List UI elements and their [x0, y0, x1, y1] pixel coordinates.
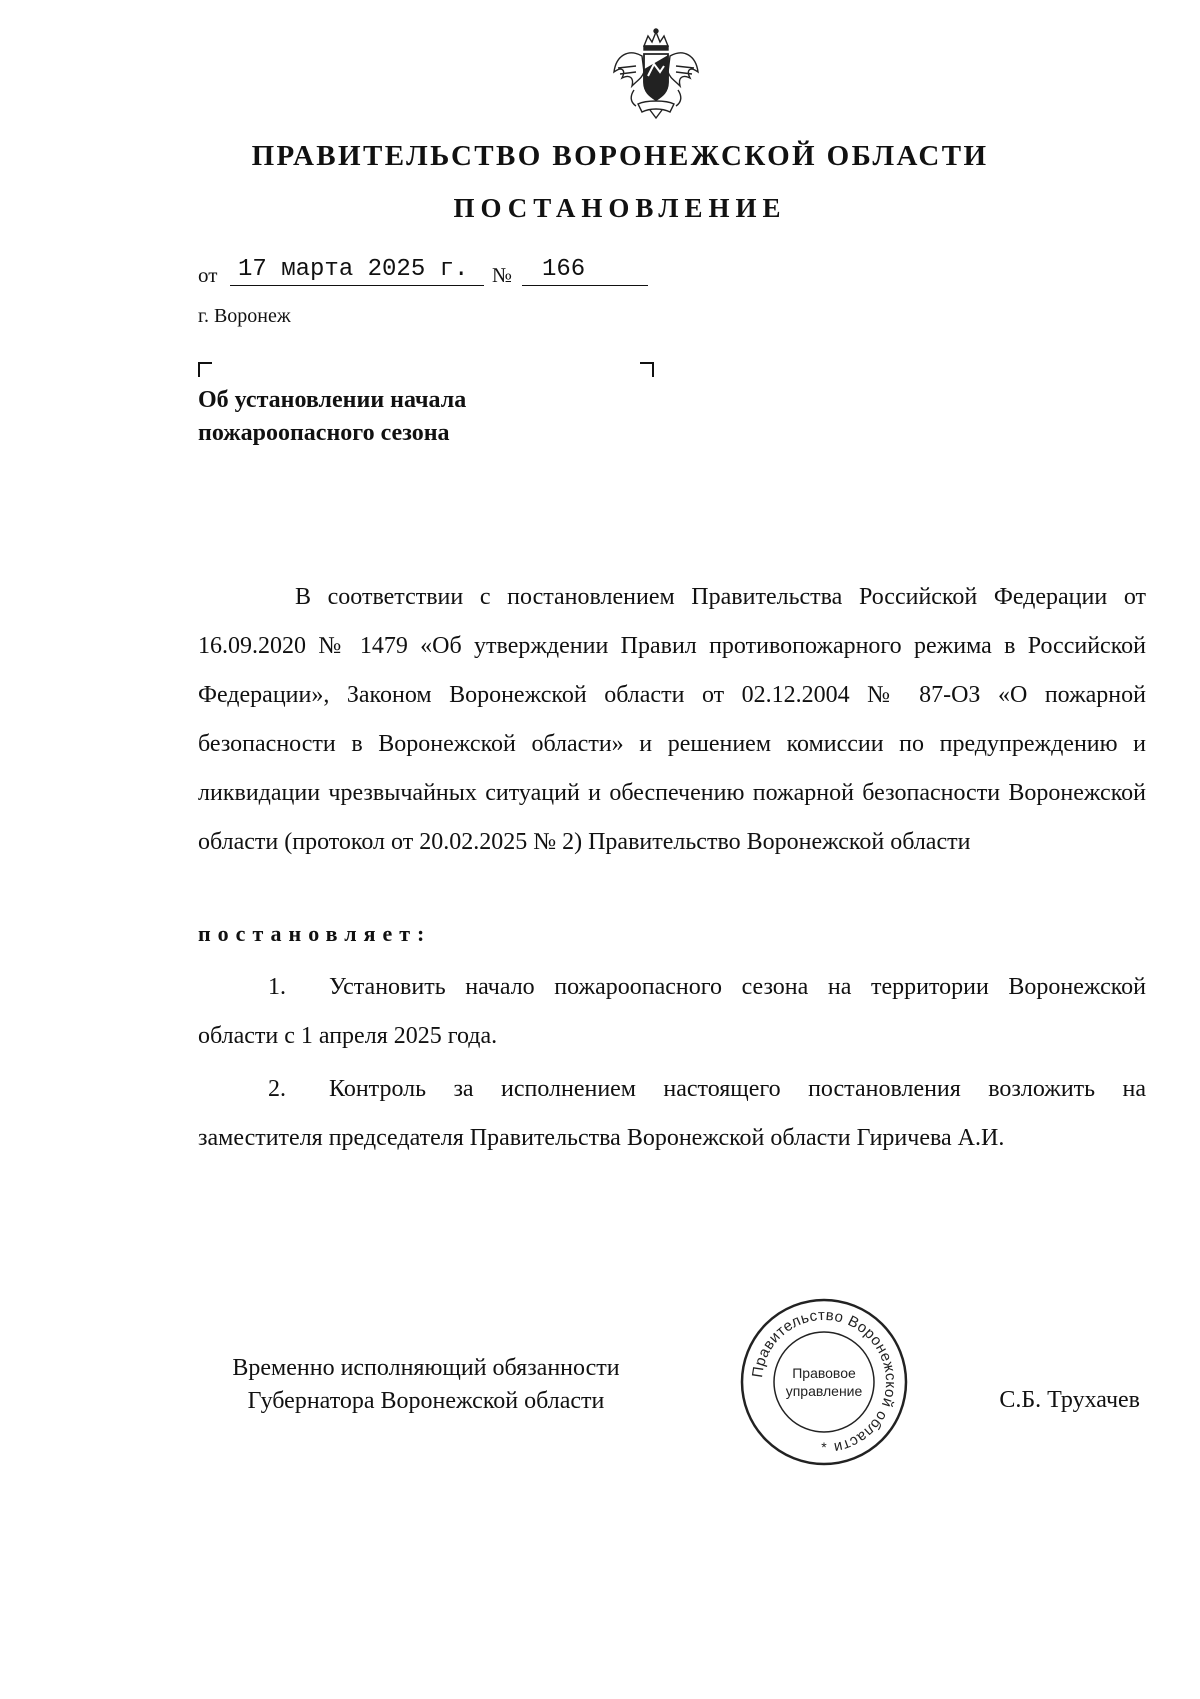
- document-number-field: 166: [522, 256, 648, 286]
- subject-corner-left: [198, 362, 212, 377]
- date-number-line: [198, 252, 658, 292]
- preamble-paragraph: [198, 573, 1146, 867]
- signatory-title-line: Губернатора Воронежской области: [247, 1388, 605, 1414]
- signatory-name: С.Б. Трухачев: [999, 1387, 1140, 1413]
- stamp-star: *: [821, 1439, 827, 1455]
- city-label: г. Воронеж: [198, 305, 291, 327]
- decree-item: [198, 963, 1146, 1061]
- svg-text:Правительство Воронежской обла: [749, 1307, 899, 1456]
- document-date-field: 17 марта 2025 г.: [230, 256, 484, 286]
- stamp-center-line: Правовое: [792, 1365, 856, 1381]
- preamble-text: В соответствии с постановлением Правительства Российской Федерации от 16.09.2020 № 1479 «Об утверждении Правил противопожарного режима в Российской Федерации», Законом Воронежской области от 02.12.2004 № 87-ОЗ «О пожарной безопасности в Воронежской области» и решением комиссии по предупреждению и ликвидации чрезвычайных ситуаций и обеспечению пожарной безопасности Воронежской области (протокол от 20.02.2025 № 2) Правительство Воронежской области: [198, 584, 1146, 855]
- number-prefix-label: №: [492, 263, 513, 287]
- decree-item: [198, 1065, 1146, 1163]
- item-text: Контроль за исполнением настоящего постановления возложить на заместителя председателя Правительства Воронежской области Гиричева А.И.: [198, 1076, 1146, 1151]
- item-number: 2.: [268, 1076, 286, 1102]
- signatory-title: [198, 1352, 654, 1418]
- coat-of-arms-emblem: [608, 26, 704, 122]
- subject-line: пожароопасного сезона: [198, 420, 450, 446]
- approval-stamp: [738, 1296, 910, 1468]
- document-subject: [198, 384, 466, 450]
- document-type: ПОСТАНОВЛЕНИЕ: [453, 193, 787, 223]
- signatory-title-line: Временно исполняющий обязанности: [232, 1355, 620, 1381]
- subject-line: Об установлении начала: [198, 387, 467, 413]
- decree-items: [198, 963, 1146, 1163]
- item-text: Установить начало пожароопасного сезона на территории Воронежской области с 1 апреля 2025 года.: [198, 974, 1146, 1049]
- decree-word: постановляет:: [198, 921, 432, 946]
- stamp-center-line: управление: [785, 1383, 863, 1399]
- item-number: 1.: [268, 974, 286, 1000]
- date-prefix-label: от: [198, 263, 218, 287]
- subject-corner-right: [640, 362, 654, 377]
- stamp-ring-text: Правительство Воронежской области: [749, 1306, 900, 1457]
- government-title: ПРАВИТЕЛЬСТВО ВОРОНЕЖСКОЙ ОБЛАСТИ: [251, 140, 989, 172]
